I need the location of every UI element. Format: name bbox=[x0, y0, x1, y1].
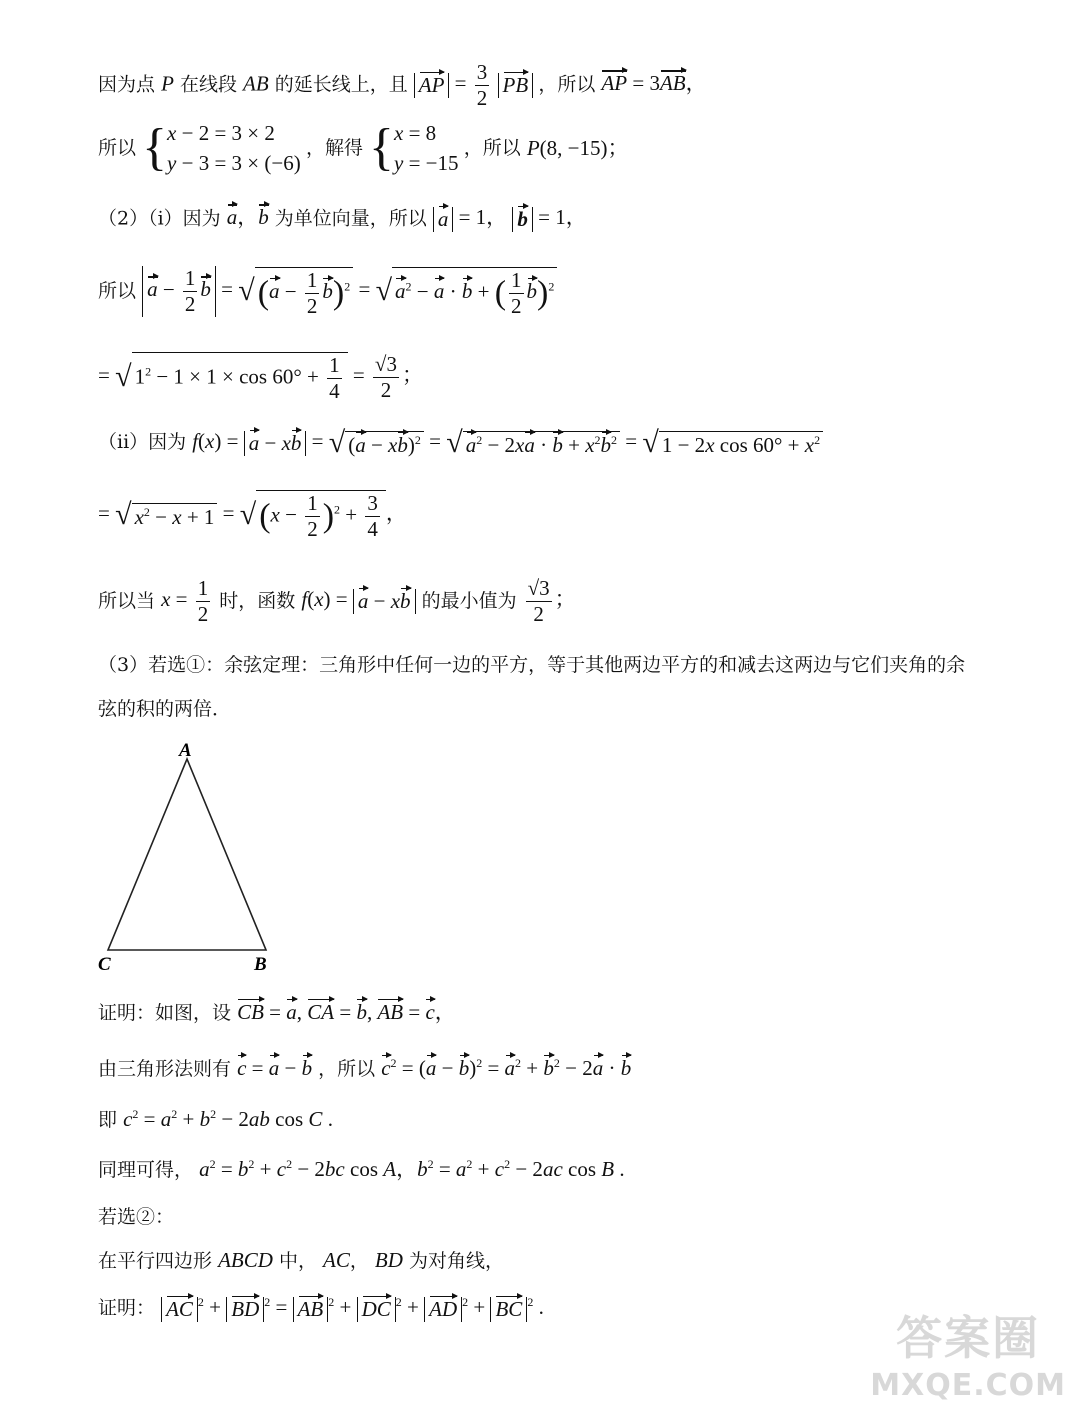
text: ，解得 bbox=[305, 136, 363, 159]
math: a，b bbox=[226, 205, 269, 230]
line-6 bbox=[98, 428, 823, 458]
math-formula: $\frac{√3}{2}$ ； bbox=[527, 576, 576, 626]
line-8 bbox=[98, 578, 576, 625]
watermark-url: MXQE.COM bbox=[870, 1368, 1066, 1403]
line-12 bbox=[98, 1057, 631, 1079]
line-7 bbox=[98, 490, 407, 540]
line-9: （3）若选①：余弦定理：三角形中任何一边的平方，等于其他两边平方的和减去这两边与它们夹角的余 bbox=[98, 654, 966, 676]
text: 的延长线上，且 bbox=[274, 73, 408, 96]
text: 时，函数 bbox=[219, 589, 296, 612]
math-system: {x = 8 y = −15 bbox=[369, 119, 459, 177]
text: 在平行四边形 bbox=[98, 1250, 213, 1272]
watermark bbox=[870, 1302, 1066, 1403]
vertex-label-b: B bbox=[254, 954, 267, 975]
text: 中， bbox=[278, 1250, 317, 1272]
math-formula: AP = $\frac{3}{2}$ PB bbox=[414, 71, 539, 95]
math-system: {x − 2 = 3 × 2 y − 3 = 3 × (−6) bbox=[142, 119, 301, 177]
line-17 bbox=[98, 1296, 544, 1322]
vertex-label-c: C bbox=[98, 954, 111, 975]
text: 为单位向量，所以 bbox=[274, 207, 427, 230]
math-formula: a = 1， b = 1， bbox=[433, 205, 587, 229]
math-formula: f(x) = a − xb = √ (a − xb)$^2$ = √ $a^2 - 2xa \cdot b + x^2b^2$ = √ 1 − 2x $\cos 60^\circ + x^2$ bbox=[192, 429, 823, 453]
math-formula: P(8, −15)； bbox=[526, 135, 629, 160]
watermark-logo-text: 答案圈 bbox=[896, 1311, 1041, 1365]
line-15: 若选②： bbox=[98, 1206, 175, 1228]
text: 在线段 bbox=[179, 73, 237, 96]
line-1 bbox=[98, 62, 707, 109]
text: （2）（i）因为 bbox=[98, 207, 221, 230]
text: ，所以 bbox=[318, 1058, 376, 1080]
math-formula: = √ $x^2 - x + 1 = √(x$ − $\frac{1}{2}$ )$^2$ + $\frac{3}{4}$ ， bbox=[98, 491, 407, 541]
math: AB bbox=[243, 71, 269, 96]
line-2 bbox=[98, 118, 629, 179]
line-14 bbox=[98, 1158, 625, 1180]
math-formula: f(x) = a − xb bbox=[301, 587, 415, 611]
line-11 bbox=[98, 1002, 456, 1023]
vertex-label-a: A bbox=[179, 740, 192, 761]
text: 同理可得， bbox=[98, 1159, 194, 1181]
text: 所以当 bbox=[98, 589, 156, 612]
text: 所以 bbox=[98, 279, 137, 302]
line-4 bbox=[98, 266, 557, 317]
text: ，所以 bbox=[538, 73, 596, 96]
triangle-abc bbox=[108, 759, 266, 950]
math-formula: $c^2 = (a - b)^2 = a^2 + b^2 - 2a \cdot b$ bbox=[381, 1056, 632, 1080]
math-formula: AC $^2$ + BD $^2$ = AB $^2$ + DC $^2$ + AD $^2$ + BC $^2$ . bbox=[161, 1295, 544, 1319]
text: 所以 bbox=[98, 136, 137, 159]
line-13 bbox=[98, 1108, 333, 1130]
line-3 bbox=[98, 207, 587, 232]
text: 由三角形法则有 bbox=[98, 1058, 232, 1080]
text: （ii）因为 bbox=[98, 430, 187, 453]
math-formula: a − $\frac{1}{2}$ b = √(a − $\frac{1}{2}$ b)$^2$ = √ $a^2 - a \cdot b$ + ( $\frac{1}{2}$ b)$^2$ bbox=[142, 277, 557, 301]
math-formula: $a^2 = b^2 + c^2 - 2bc$ cos A，$b^2 = a^2 + c^2 - 2ac$ cos B . bbox=[199, 1157, 625, 1181]
math: BD bbox=[374, 1248, 403, 1272]
math: ABCD bbox=[218, 1248, 273, 1272]
text: ，所以 bbox=[463, 136, 521, 159]
math-formula: $c^2 = a^2 + b^2 - 2ab$ cos C . bbox=[123, 1107, 333, 1131]
line-10: 弦的积的两倍． bbox=[98, 698, 232, 720]
line-16: 在平行四边形 ABCD 中， AC， BD 为对角线， bbox=[98, 1248, 504, 1272]
text: 的最小值为 bbox=[421, 589, 517, 612]
math-formula: x = $\frac{1}{2}$ bbox=[161, 576, 209, 626]
math-formula: AP = 3AB， bbox=[601, 71, 707, 96]
text: 证明： bbox=[98, 1297, 156, 1319]
text: 因为点 bbox=[98, 73, 156, 96]
text: 为对角线， bbox=[408, 1250, 504, 1272]
math: P bbox=[161, 71, 174, 96]
math-formula: c = a − b bbox=[237, 1056, 313, 1080]
triangle-figure bbox=[94, 738, 284, 976]
line-5 bbox=[98, 352, 423, 402]
math-formula: = √ $1^2 - 1 \times 1 \times \cos 60^\circ$ + $\frac{1}{4}$ = $\frac{√3}{2}$ ； bbox=[98, 351, 423, 403]
text: 即 bbox=[98, 1109, 118, 1131]
math: AC bbox=[323, 1248, 350, 1272]
math-formula: CB = a, CA = b, AB = c， bbox=[237, 1000, 456, 1024]
text: 证明：如图，设 bbox=[98, 1002, 232, 1024]
